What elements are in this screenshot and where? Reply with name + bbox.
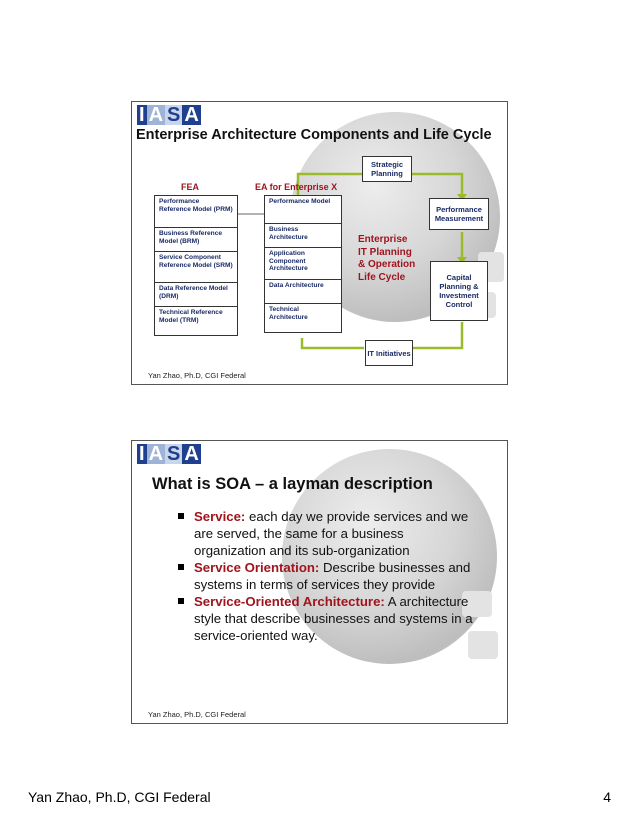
bullet-service-orientation: Service Orientation: Describe businesses and systems in terms of services they provide <box>176 559 476 593</box>
bullet-square-icon <box>178 513 184 519</box>
fea-models-stack <box>154 195 238 336</box>
fea-model-prm: Performance Reference Model (PRM) <box>159 198 233 213</box>
slide-title: What is SOA – a layman description <box>152 475 433 493</box>
ea-label: EA for Enterprise X <box>255 182 338 192</box>
slide-what-is-soa <box>131 440 508 724</box>
center-lifecycle-label: Enterprise IT Planning & Operation Life Cycle <box>358 234 416 283</box>
soa-bullet-list <box>176 508 476 644</box>
iasa-logo: I A S A <box>139 104 199 126</box>
strategic-planning-box: Strategic Planning <box>362 156 412 182</box>
ea-architecture-stack <box>264 195 342 333</box>
fea-model-drm: Data Reference Model (DRM) <box>155 282 237 306</box>
page-footer: Yan Zhao, Ph.D, CGI Federal <box>28 789 211 805</box>
slide-footer: Yan Zhao, Ph.D, CGI Federal <box>148 371 246 380</box>
capital-planning-box: Capital Planning & Investment Control <box>430 261 488 321</box>
slide-ea-components <box>131 101 508 385</box>
ea-data-architecture: Data Architecture <box>265 279 341 303</box>
performance-measurement-box: Performance Measurement <box>429 198 489 230</box>
iasa-logo: I A S A <box>139 443 199 465</box>
ea-performance-model: Performance Model <box>269 198 331 205</box>
page-number: 4 <box>603 789 611 805</box>
ea-application-component-architecture: Application Component Architecture <box>265 247 341 279</box>
fea-model-trm: Technical Reference Model (TRM) <box>155 306 237 335</box>
slide-footer: Yan Zhao, Ph.D, CGI Federal <box>148 710 246 719</box>
slide-title: Enterprise Architecture Components and Life Cycle <box>136 127 492 143</box>
ea-technical-architecture: Technical Architecture <box>265 303 341 332</box>
fea-label: FEA <box>181 182 199 192</box>
bullet-soa: Service-Oriented Architecture: A architecture style that describe businesses and systems in a service-oriented way. <box>176 593 476 644</box>
bullet-square-icon <box>178 598 184 604</box>
ea-business-architecture: Business Architecture <box>265 223 341 247</box>
fea-model-brm: Business Reference Model (BRM) <box>155 227 237 251</box>
fea-model-srm: Service Component Reference Model (SRM) <box>155 251 237 282</box>
it-initiatives-box: IT Initiatives <box>365 340 413 366</box>
bullet-square-icon <box>178 564 184 570</box>
bullet-service: Service: each day we provide services and we are served, the same for a business organization and its sub-organization <box>176 508 476 559</box>
